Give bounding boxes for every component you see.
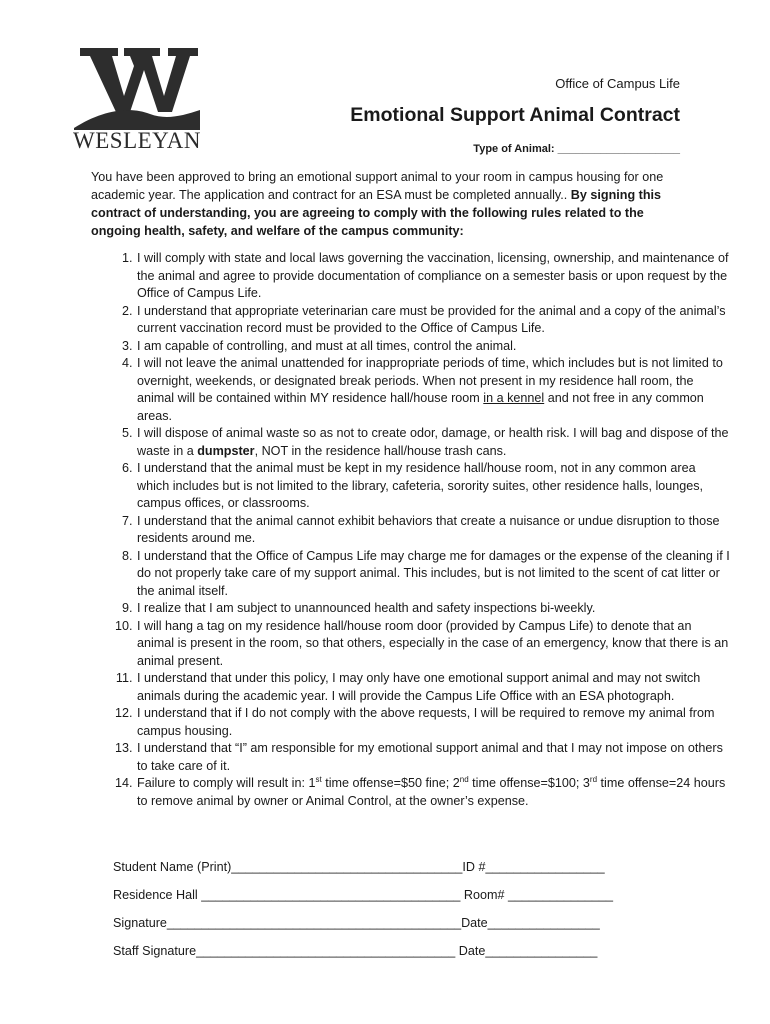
rule-item: 7. I understand that the animal cannot exhibit behaviors that create a nuisance or undue disruption to those residents around me. <box>136 513 731 548</box>
intro-bold-text: By signing this contract of understanding, you are agreeing to comply with the following rules related to the ongoing health, safety, and welfare of the campus community: <box>91 188 662 238</box>
rule-item: 13. I understand that “I” am responsible for my emotional support animal and that I may not impose on others to take care of it. <box>136 740 731 775</box>
w-logo-icon <box>72 44 202 130</box>
student-name-id-line[interactable]: Student Name (Print)_________________________________ID #_________________ <box>113 860 605 874</box>
logo-wordmark: WESLEYAN <box>73 128 201 153</box>
signature-date-line[interactable]: Signature__________________________________________Date________________ <box>113 916 600 930</box>
wesleyan-logo <box>72 44 202 156</box>
intro-paragraph <box>91 168 686 240</box>
rule-item: 10. I will hang a tag on my residence hall/house room door (provided by Campus Life) to denote that an animal is present in the room, so that others, especially in the case of an emergency, know that there is an animal present. <box>136 618 731 671</box>
rule-item: 8. I understand that the Office of Campus Life may charge me for damages or the expense of the cleaning if I do not properly take care of my support animal. This includes, but is not limited to the scent of cat litter or the animal itself. <box>136 548 731 601</box>
rule-item: 3. I am capable of controlling, and must at all times, control the animal. <box>136 338 731 356</box>
staff-signature-date-line[interactable]: Staff Signature_____________________________________ Date________________ <box>113 944 598 958</box>
page-title: Emotional Support Animal Contract <box>350 104 680 126</box>
rules-list <box>91 250 731 810</box>
intro-text: You have been approved to bring an emotional support animal to your room in campus housing for one academic year. The application and contract for an ESA must be completed annually.. <box>91 170 664 202</box>
rule-item: 5. I will dispose of animal waste so as not to create odor, damage, or health risk. I will bag and dispose of the waste in a dumpster, NOT in the residence hall/house trash cans. <box>136 425 731 460</box>
rule-item: 2. I understand that appropriate veterinarian care must be provided for the animal and a copy of the animal’s current vaccination record must be provided to the Office of Campus Life. <box>136 303 731 338</box>
office-name: Office of Campus Life <box>555 76 680 91</box>
rule-item: 14. Failure to comply will result in: 1st time offense=$50 fine; 2nd time offense=$100; 3rd time offense=24 hours to remove animal by owner or Animal Control, at the owner’s expense. <box>136 775 731 810</box>
rule-item: 6. I understand that the animal must be kept in my residence hall/house room, not in any common area which includes but is not limited to the library, cafeteria, sorority suites, other residence halls, lounges, campus offices, or classrooms. <box>136 460 731 513</box>
type-of-animal-field[interactable]: ____________________ <box>557 143 680 155</box>
underlined-text: in a kennel <box>483 391 545 405</box>
type-of-animal-line <box>473 143 680 155</box>
rule-item: 11. I understand that under this policy, I may only have one emotional support animal and may not switch animals during the academic year. I will provide the Campus Life Office with an ESA photograph. <box>136 670 731 705</box>
rule-item: 4. I will not leave the animal unattended for inappropriate periods of time, which includes but is not limited to overnight, weekends, or designated break periods. When not present in my residence hall room, the animal will be contained within MY residence hall/house room in a kennel and not free in any common areas. <box>136 355 731 425</box>
rule-item: 1. I will comply with state and local laws governing the vaccination, licensing, ownership, and maintenance of the animal and agree to provide documentation of compliance on a semester basis or upon request by the Office of Campus Life. <box>136 250 731 303</box>
residence-hall-room-line[interactable]: Residence Hall _____________________________________ Room# _______________ <box>113 888 614 902</box>
bold-text: dumpster <box>197 443 255 458</box>
rule-item: 9. I realize that I am subject to unannounced health and safety inspections bi-weekly. <box>136 600 731 618</box>
type-of-animal-label: Type of Animal: <box>473 143 555 155</box>
rule-item: 12. I understand that if I do not comply with the above requests, I will be required to remove my animal from campus housing. <box>136 705 731 740</box>
